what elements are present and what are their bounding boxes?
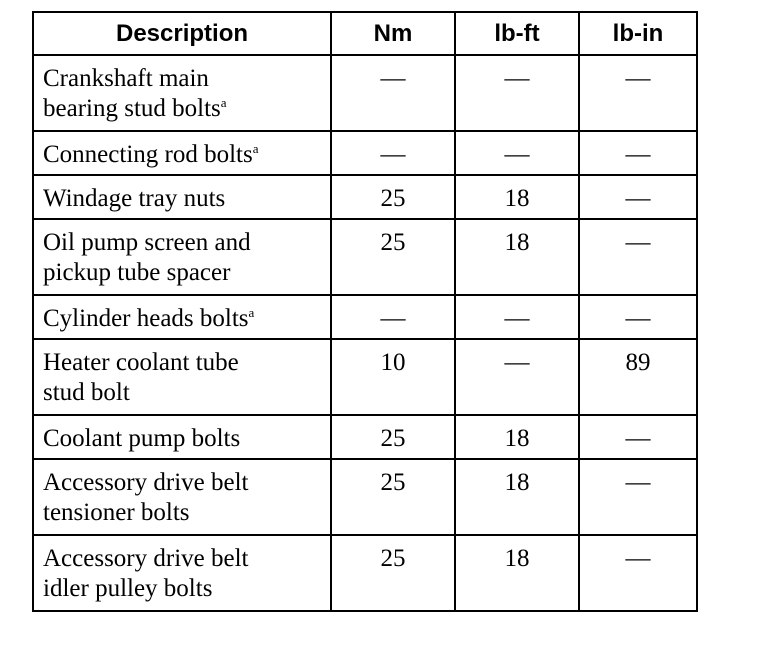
lb-ft-cell: 18	[455, 459, 579, 535]
lb-in-cell: —	[579, 295, 697, 339]
lb-in-cell: —	[579, 535, 697, 611]
description-cell	[33, 131, 331, 175]
description-line-1: Heater coolant tube	[43, 349, 239, 376]
description-cell	[33, 55, 331, 131]
lb-in-cell: —	[579, 175, 697, 219]
table-row	[33, 131, 697, 175]
lb-ft-cell: —	[455, 55, 579, 131]
header-lb-ft: lb-ft	[455, 12, 579, 55]
nm-cell: —	[331, 55, 455, 131]
table-row	[33, 175, 697, 219]
description-cell	[33, 175, 331, 219]
description-line-1: Accessory drive belt	[43, 469, 249, 496]
description-line-1: Windage tray nuts	[43, 185, 226, 212]
nm-cell: 25	[331, 219, 455, 295]
lb-in-cell: 89	[579, 339, 697, 415]
description-line-2: bearing stud bolts	[43, 95, 221, 122]
lb-ft-cell: —	[455, 295, 579, 339]
description-line-2: pickup tube spacer	[43, 259, 231, 286]
lb-ft-cell: 18	[455, 219, 579, 295]
lb-ft-cell: 18	[455, 415, 579, 459]
description-line-1: Cylinder heads bolts	[43, 305, 249, 332]
nm-cell: 25	[331, 459, 455, 535]
table-header-row	[33, 12, 697, 55]
lb-in-cell: —	[579, 459, 697, 535]
nm-cell: 25	[331, 535, 455, 611]
lb-in-cell: —	[579, 55, 697, 131]
lb-ft-cell: —	[455, 339, 579, 415]
nm-cell: —	[331, 295, 455, 339]
footnote-marker: a	[220, 95, 227, 110]
header-lb-in: lb-in	[579, 12, 697, 55]
description-line-2: stud bolt	[43, 379, 130, 406]
nm-cell: 25	[331, 415, 455, 459]
table-row	[33, 415, 697, 459]
table-row	[33, 295, 697, 339]
footnote-marker: a	[248, 305, 255, 320]
nm-cell: —	[331, 131, 455, 175]
table-row	[33, 219, 697, 295]
lb-in-cell: —	[579, 219, 697, 295]
description-cell	[33, 535, 331, 611]
description-cell	[33, 295, 331, 339]
lb-ft-cell: 18	[455, 535, 579, 611]
table-row	[33, 535, 697, 611]
torque-specification-table	[32, 11, 698, 612]
lb-ft-cell: 18	[455, 175, 579, 219]
footnote-marker: a	[252, 141, 259, 156]
table-row	[33, 459, 697, 535]
lb-in-cell: —	[579, 415, 697, 459]
description-line-1: Oil pump screen and	[43, 229, 251, 256]
header-nm: Nm	[331, 12, 455, 55]
description-cell	[33, 459, 331, 535]
nm-cell: 10	[331, 339, 455, 415]
nm-cell: 25	[331, 175, 455, 219]
table-row	[33, 339, 697, 415]
description-line-1: Crankshaft main	[43, 65, 209, 92]
lb-in-cell: —	[579, 131, 697, 175]
description-line-1: Connecting rod bolts	[43, 141, 253, 168]
description-line-1: Accessory drive belt	[43, 545, 249, 572]
description-cell	[33, 415, 331, 459]
description-line-2: tensioner bolts	[43, 499, 190, 526]
description-cell	[33, 339, 331, 415]
table-row	[33, 55, 697, 131]
description-line-2: idler pulley bolts	[43, 575, 213, 602]
header-description: Description	[33, 12, 331, 55]
description-line-1: Coolant pump bolts	[43, 425, 241, 452]
description-cell	[33, 219, 331, 295]
lb-ft-cell: —	[455, 131, 579, 175]
